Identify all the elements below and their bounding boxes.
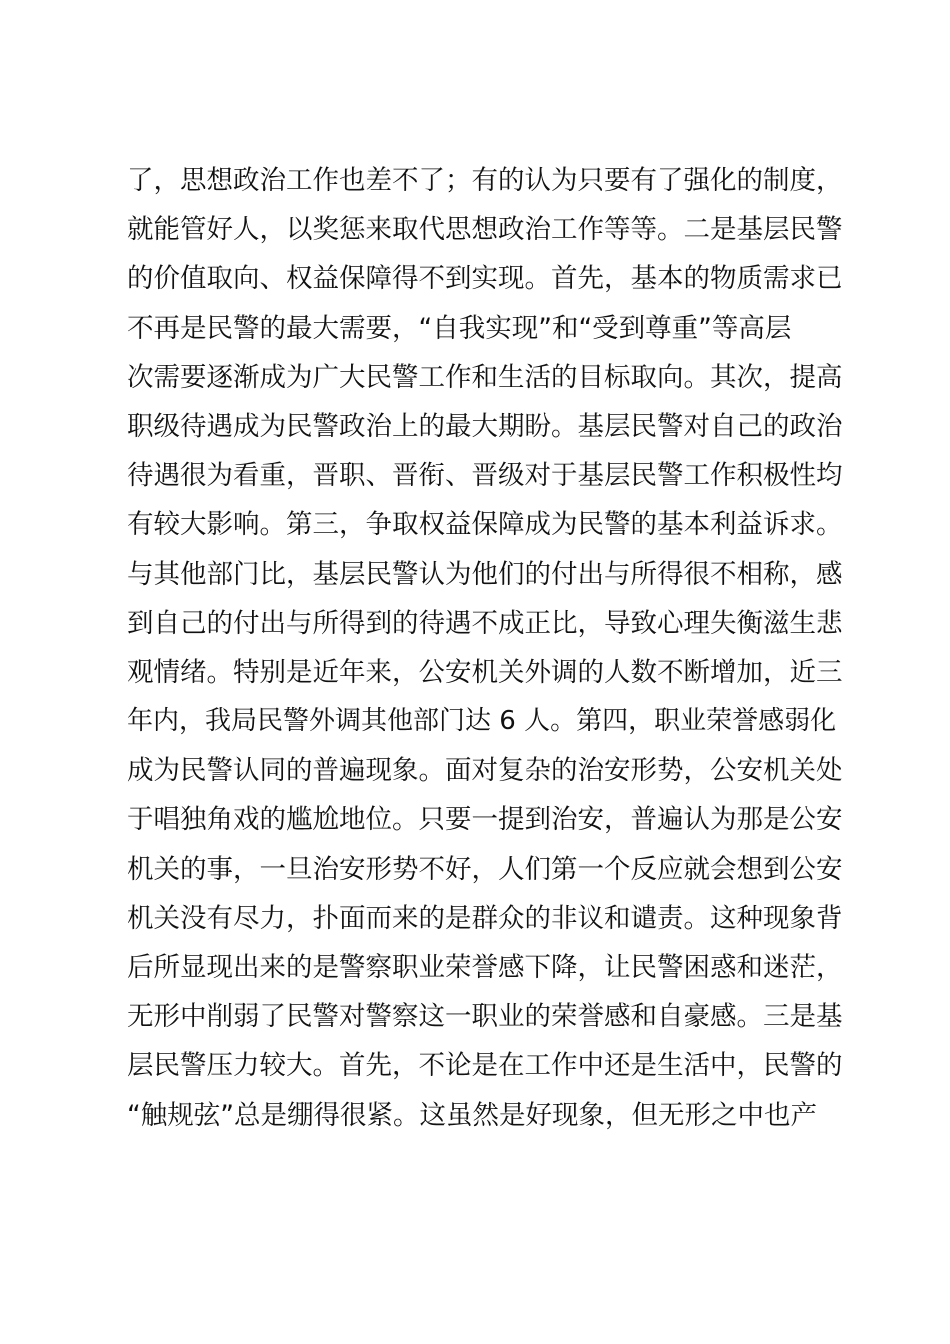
text-line-9: 与其他部门比，基层民警认为他们的付出与所得很不相称，感 <box>127 558 843 590</box>
text-line-17: 后所显现出来的是警察职业荣誉感下降，让民警困惑和迷茫， <box>127 952 843 983</box>
body-text <box>127 156 847 1140</box>
text-line-8: 有较大影响。第三，争取权益保障成为民警的基本利益诉求。 <box>127 509 843 541</box>
text-line-12: 年内，我局民警外调其他部门达 6 人。第四，职业荣誉感弱化 <box>127 706 837 737</box>
text-line-13: 成为民警认同的普遍现象。面对复杂的治安形势，公安机关处 <box>127 755 843 787</box>
text-line-5: 次需要逐渐成为广大民警工作和生活的目标取向。其次，提高 <box>127 361 843 393</box>
text-line-7: 待遇很为看重，晋职、晋衔、晋级对于基层民警工作积极性均 <box>127 460 843 492</box>
text-line-10: 到自己的付出与所得到的待遇不成正比，导致心理失衡滋生悲 <box>127 607 843 639</box>
text-line-11: 观情绪。特别是近年来，公安机关外调的人数不断增加，近三 <box>127 656 843 688</box>
text-line-1: 了，思想政治工作也差不了；有的认为只要有了强化的制度， <box>127 165 843 196</box>
text-line-3: 的价值取向、权益保障得不到实现。首先，基本的物质需求已 <box>127 263 843 295</box>
text-line-15: 机关的事，一旦治安形势不好，人们第一个反应就会想到公安 <box>127 853 843 885</box>
text-line-2: 就能管好人，以奖惩来取代思想政治工作等等。二是基层民警 <box>127 214 843 246</box>
text-line-6: 职级待遇成为民警政治上的最大期盼。基层民警对自己的政治 <box>127 410 843 442</box>
text-line-20: “触规弦”总是绷得很紧。这虽然是好现象，但无形之中也产 <box>127 1099 817 1131</box>
text-line-4: 不再是民警的最大需要，“自我实现”和“受到尊重”等高层 <box>127 312 792 344</box>
text-line-16: 机关没有尽力，扑面而来的是群众的非议和谴责。这种现象背 <box>127 902 843 934</box>
text-line-19: 层民警压力较大。首先，不论是在工作中还是生活中，民警的 <box>127 1050 843 1082</box>
text-line-14: 于唱独角戏的尴尬地位。只要一提到治安，普遍认为那是公安 <box>127 804 843 836</box>
text-line-18: 无形中削弱了民警对警察这一职业的荣誉感和自豪感。三是基 <box>127 1001 843 1033</box>
